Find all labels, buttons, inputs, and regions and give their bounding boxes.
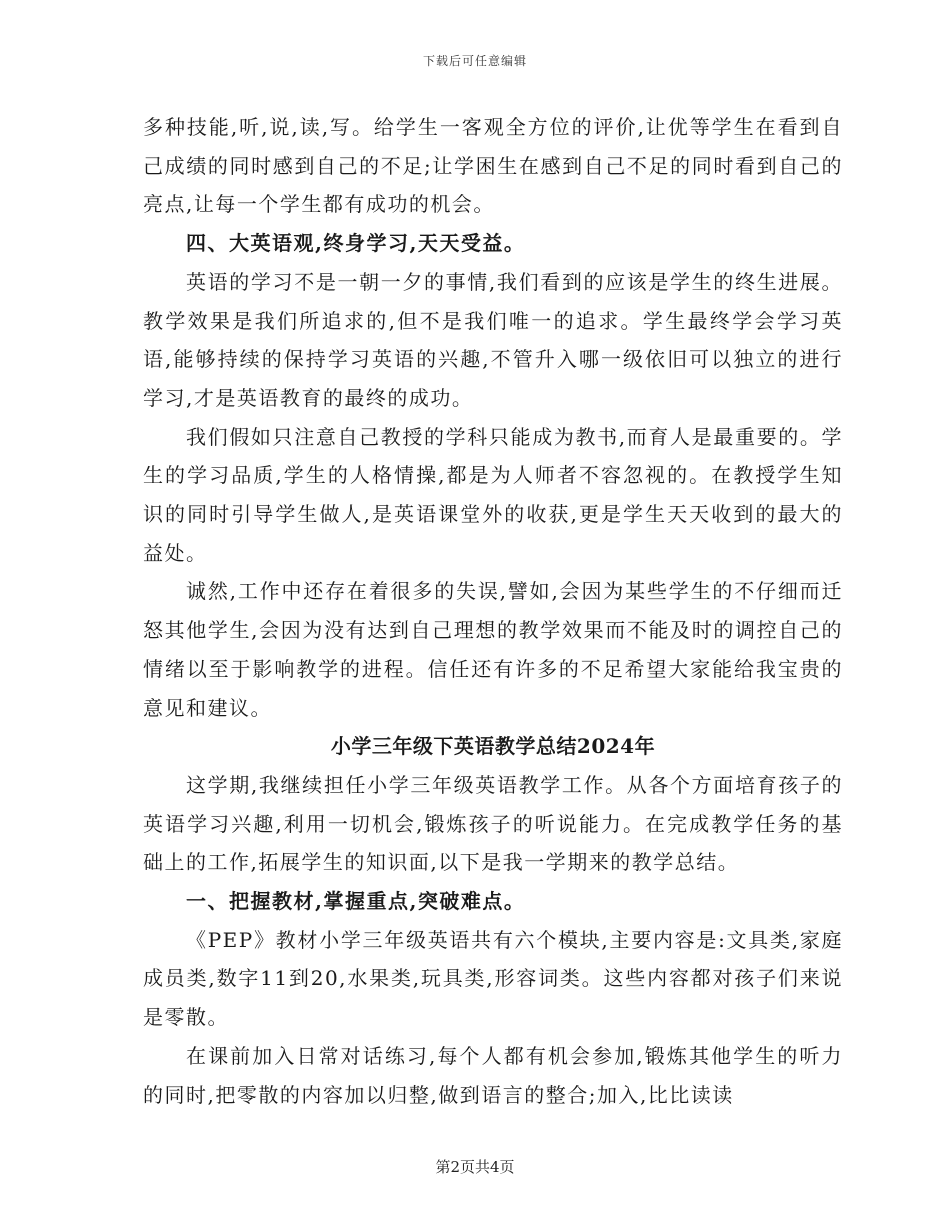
paragraph-educating-people: 我们假如只注意自己教授的学科只能成为教书,而育人是最重要的。学生的学习品质,学生的人格情操,都是为人师者不容忽视的。在教授学生知识的同时引导学生做人,是英语课堂外的收获,更是学生天天收到的最大的益处。 <box>143 424 843 565</box>
paragraph-continued: 多种技能,听,说,读,写。给学生一客观全方位的评价,让优等学生在看到自己成绩的同时感到自己的不足;让学困生在感到自己不足的同时看到自己的亮点,让每一个学生都有成功的机会。 <box>143 115 843 217</box>
paragraph-lifelong-learning: 英语的学习不是一朝一夕的事情,我们看到的应该是学生的终生进展。教学效果是我们所追求的,但不是我们唯一的追求。学生最终学会学习英语,能够持续的保持学习英语的兴趣,不管升入哪一级依旧可以独立的进行学习,才是英语教育的最终的成功。 <box>143 269 843 410</box>
section-heading-4: 四、大英语观,终身学习,天天受益。 <box>186 231 526 256</box>
paragraph-textbook: 《PEP》教材小学三年级英语共有六个模块,主要内容是:文具类,家庭成员类,数字11到20,水果类,玩具类,形容词类。这些内容都对孩子们来说是零散。 <box>143 927 843 1030</box>
paragraph-dialogue-practice: 在课前加入日常对话练习,每个人都有机会参加,锻炼其他学生的听力的同时,把零散的内容加以归整,做到语言的整合;加入,比比读读 <box>143 1043 843 1107</box>
paragraph-shortcomings: 诚然,工作中还存在着很多的失误,譬如,会因为某些学生的不仔细而迁怒其他学生,会因为没有达到自己理想的教学效果而不能及时的调控自己的情绪以至于影响教学的进程。信任还有许多的不足希望大家能给我宝贵的意见和建议。 <box>143 579 843 720</box>
section-heading-1: 一、把握教材,掌握重点,突破难点。 <box>186 889 526 914</box>
document-body <box>143 108 843 1114</box>
paragraph-intro: 这学期,我继续担任小学三年级英语教学工作。从各个方面培育孩子的英语学习兴趣,利用一切机会,锻炼孩子的听说能力。在完成教学任务的基础上的工作,拓展学生的知识面,以下是我一学期来的教学总结。 <box>143 772 843 875</box>
document-title: 小学三年级下英语教学总结2024年 <box>330 734 656 759</box>
page-header-note: 下载后可任意编辑 <box>422 54 527 68</box>
page-number: 第2页共4页 <box>435 1158 515 1176</box>
